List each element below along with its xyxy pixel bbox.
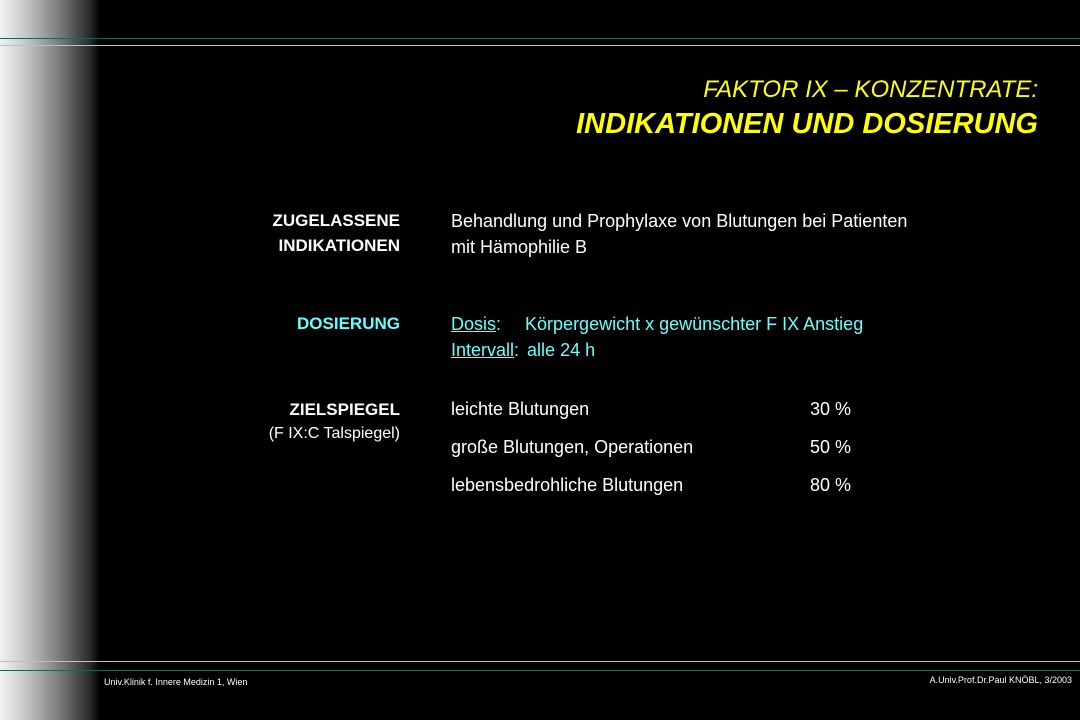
target-row-value: 50 % — [810, 437, 852, 457]
interval-key: Intervall — [451, 340, 515, 360]
dosing-label: DOSIERUNG — [297, 314, 400, 333]
interval-colon: : — [514, 340, 520, 360]
target-row-value: 30 % — [810, 399, 852, 419]
dose-row — [451, 314, 863, 335]
target-row-value: 80 % — [810, 475, 852, 495]
indications-text-line1: Behandlung und Prophylaxe von Blutungen bei Patienten — [451, 211, 908, 231]
target-level-sublabel: (F IX:C Talspiegel) — [268, 425, 400, 442]
dose-value: Körpergewicht x gewünschter F IX Anstieg — [525, 314, 864, 334]
indications-label-line2: INDIKATIONEN — [278, 236, 400, 255]
slide-title: FAKTOR IX – KONZENTRATE: — [703, 76, 1038, 103]
target-row-condition: große Blutungen, Operationen — [451, 437, 694, 457]
top-divider-line — [0, 38, 1080, 39]
footer-author: A.Univ.Prof.Dr.Paul KNÖBL, 3/2003 — [929, 675, 1072, 685]
target-row-condition: lebensbedrohliche Blutungen — [451, 475, 684, 495]
interval-value: alle 24 h — [527, 340, 596, 360]
target-row-condition: leichte Blutungen — [451, 399, 590, 419]
top-divider-line-light — [0, 45, 1080, 46]
bottom-divider-line — [0, 670, 1080, 671]
bottom-divider-line-light — [0, 661, 1080, 662]
slide-subtitle: INDIKATIONEN UND DOSIERUNG — [576, 108, 1038, 140]
target-level-label: ZIELSPIEGEL — [289, 400, 400, 419]
left-gradient-bar — [0, 0, 100, 720]
dose-colon: : — [496, 314, 502, 334]
indications-text-line2: mit Hämophilie B — [451, 237, 588, 257]
dose-key: Dosis — [451, 314, 497, 334]
indications-label-line1: ZUGELASSENE — [272, 211, 400, 230]
interval-row — [451, 340, 595, 361]
footer-institution: Univ.Klinik f. Innere Medizin 1, Wien — [104, 677, 248, 687]
